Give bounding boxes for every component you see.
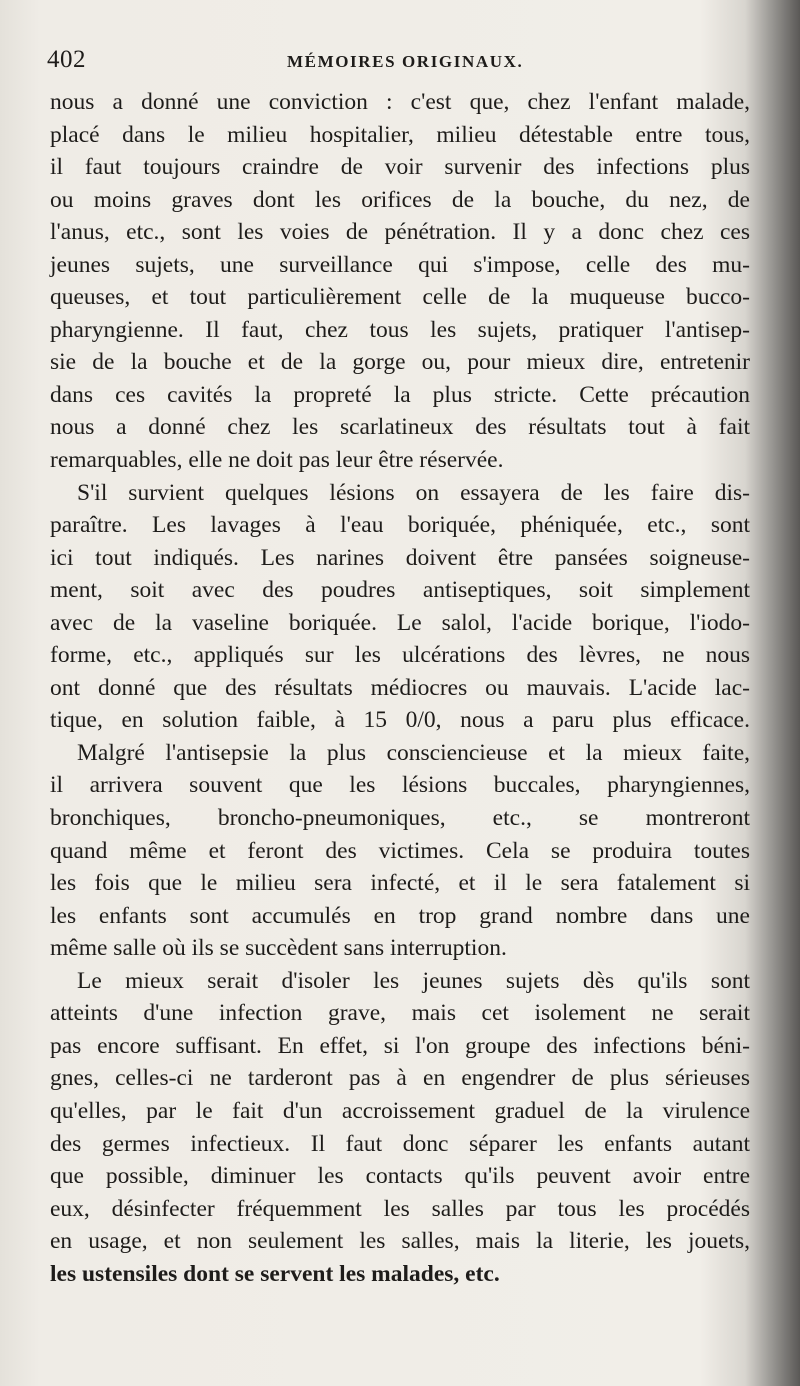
text-line: gnes, celles-ci ne tarderont pas à en engendrer de plus sérieuses [50,1065,750,1092]
text-line: des germes infectieux. Il faut donc séparer les enfants autant [50,1130,750,1157]
text-line: les ustensiles dont se servent les malades, etc. [50,1260,500,1287]
text-line: ont donné que des résultats médiocres ou mauvais. L'acide lac- [50,674,750,701]
text-line: qu'elles, par le fait d'un accroissement graduel de la virulence [50,1097,750,1124]
text-line: pas encore suffisant. En effet, si l'on groupe des infections béni- [50,1032,750,1059]
text-line: en usage, et non seulement les salles, mais la literie, les jouets, [50,1228,750,1255]
text-line: Le mieux serait d'isoler les jeunes sujets dès qu'ils sont [77,967,750,994]
text-line: il arrivera souvent que les lésions buccales, pharyngiennes, [50,772,750,799]
text-line: sie de la bouche et de la gorge ou, pour mieux dire, entretenir [50,349,750,376]
running-title: MÉMOIRES ORIGINAUX. [287,52,524,71]
text-line: l'anus, etc., sont les voies de pénétration. Il y a donc chez ces [50,219,750,246]
text-line: quand même et feront des victimes. Cela se produira toutes [50,837,750,864]
text-line: ment, soit avec des poudres antiseptiques, soit simplement [50,577,750,604]
text-line: Malgré l'antisepsie la plus consciencieuse et la mieux faite, [77,739,750,766]
text-line: les fois que le milieu sera infecté, et il le sera fatalement si [50,870,750,897]
text-line: nous a donné chez les scarlatineux des résultats tout à fait [50,414,750,441]
text-line: queuses, et tout particulièrement celle de la muqueuse bucco- [50,284,750,311]
text-line: ici tout indiqués. Les narines doivent être pansées soigneuse- [50,544,750,571]
text-line: forme, etc., appliqués sur les ulcérations des lèvres, ne nous [50,642,750,669]
text-line: les enfants sont accumulés en trop grand nombre dans une [50,902,750,929]
text-line: avec de la vaseline boriquée. Le salol, l'acide borique, l'iodo- [50,609,750,636]
text-line: pharyngienne. Il faut, chez tous les sujets, pratiquer l'antisep- [50,316,750,343]
text-line: S'il survient quelques lésions on essayera de les faire dis- [77,479,750,506]
text-line: même salle où ils se succèdent sans interruption. [50,935,507,962]
page-number: 402 [47,46,86,73]
text-line: tique, en solution faible, à 15 0/0, nous a paru plus efficace. [50,707,750,734]
text-line: remarquables, elle ne doit pas leur être réservée. [50,447,504,474]
text-line: dans ces cavités la propreté la plus stricte. Cette précaution [50,381,750,408]
text-line: jeunes sujets, une surveillance qui s'impose, celle des mu- [50,251,750,278]
text-line: paraître. Les lavages à l'eau boriquée, phéniquée, etc., sont [50,512,750,539]
text-line: ou moins graves dont les orifices de la bouche, du nez, de [50,186,750,213]
page-header [47,46,740,76]
text-line: bronchiques, broncho-pneumoniques, etc., se montreront [50,805,750,832]
text-line: nous a donné une conviction : c'est que, chez l'enfant malade, [50,89,750,115]
text-line: placé dans le milieu hospitalier, milieu détestable entre tous, [50,121,750,148]
text-line: que possible, diminuer les contacts qu'ils peuvent avoir entre [50,1163,750,1190]
text-line: atteints d'une infection grave, mais cet isolement ne serait [50,1000,750,1027]
text-line: eux, désinfecter fréquemment les salles par tous les procédés [50,1195,750,1222]
body-text [50,86,750,1290]
text-line: il faut toujours craindre de voir survenir des infections plus [50,154,750,181]
